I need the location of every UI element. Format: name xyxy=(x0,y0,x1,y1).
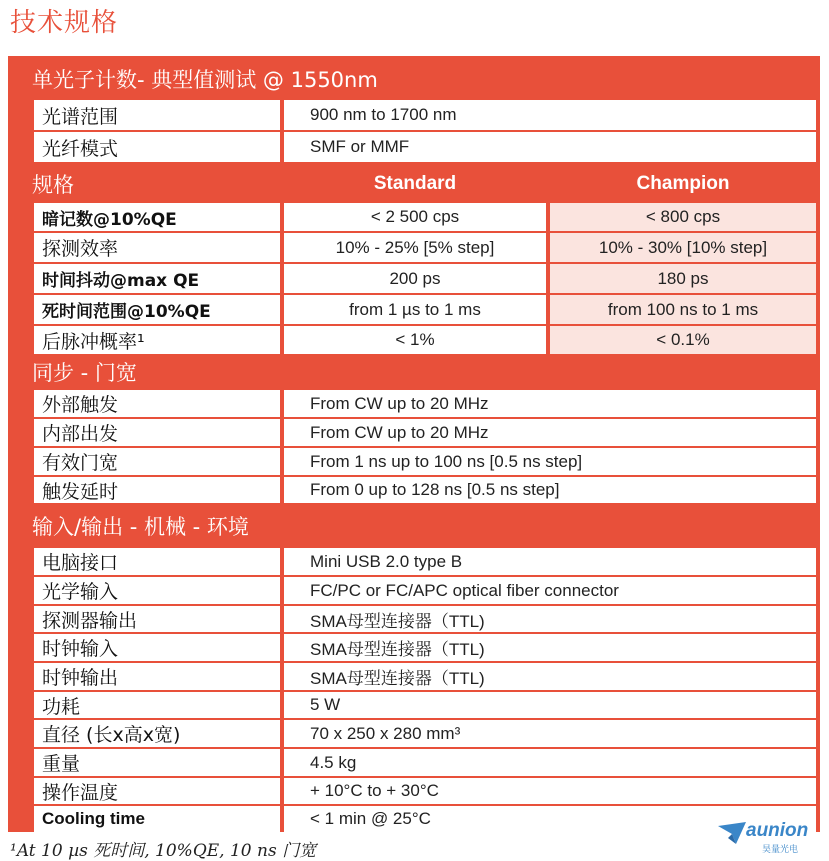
row-label: 光纤模式 xyxy=(34,132,280,162)
table-row xyxy=(8,326,820,354)
champion-value: < 0.1% xyxy=(550,326,816,354)
table-row xyxy=(8,100,820,130)
table-row xyxy=(8,233,820,262)
champion-value: < 800 cps xyxy=(550,203,816,231)
section-title: 同步 - 门宽 xyxy=(32,360,137,385)
champion-value: from 100 ns to 1 ms xyxy=(550,295,816,324)
champion-value: 180 ps xyxy=(550,264,816,293)
table-row xyxy=(8,634,820,661)
row-label: 时间抖动@max QE xyxy=(34,264,280,293)
row-label: 电脑接口 xyxy=(34,548,280,575)
row-value: SMA母型连接器（TTL) xyxy=(284,606,816,632)
section-header-photon-counting xyxy=(8,60,820,98)
table-row xyxy=(8,477,820,503)
row-label: 外部触发 xyxy=(34,390,280,417)
row-value: < 1 min @ 25°C xyxy=(284,806,816,832)
section-header-sync xyxy=(8,355,820,388)
row-label: 操作温度 xyxy=(34,778,280,804)
column-header-standard: Standard xyxy=(373,173,457,194)
row-label: 重量 xyxy=(34,749,280,776)
section-header-specs xyxy=(8,166,820,202)
table-row xyxy=(8,548,820,575)
row-label: 有效门宽 xyxy=(34,448,280,475)
row-value: SMF or MMF xyxy=(284,132,816,162)
row-label: 后脉冲概率¹ xyxy=(34,326,280,354)
section-title: 输入/输出 - 机械 - 环境 xyxy=(32,514,249,539)
standard-value: 10% - 25% [5% step] xyxy=(284,233,546,262)
row-label: Cooling time xyxy=(34,806,280,832)
company-logo xyxy=(716,818,826,858)
row-value: 70 x 250 x 280 mm³ xyxy=(284,720,816,747)
logo-arrow-icon xyxy=(718,822,748,848)
row-label: 探测器输出 xyxy=(34,606,280,632)
column-header-champion: Champion xyxy=(636,173,730,194)
row-label: 探测效率 xyxy=(34,233,280,262)
table-row xyxy=(8,606,820,632)
row-value: FC/PC or FC/APC optical fiber connector xyxy=(284,577,816,604)
page-title: 技术规格 xyxy=(10,8,119,38)
row-label: 触发延时 xyxy=(34,477,280,503)
row-value: 4.5 kg xyxy=(284,749,816,776)
table-row xyxy=(8,264,820,293)
row-label: 内部出发 xyxy=(34,419,280,446)
standard-value: 200 ps xyxy=(284,264,546,293)
footnote: ¹At 10 µs 死时间, 10%QE, 10 ns 门宽 xyxy=(10,841,317,861)
standard-value: < 2 500 cps xyxy=(284,203,546,231)
champion-value: 10% - 30% [10% step] xyxy=(550,233,816,262)
row-value: Mini USB 2.0 type B xyxy=(284,548,816,575)
section-header-io xyxy=(8,505,820,546)
table-row xyxy=(8,390,820,417)
row-value: From CW up to 20 MHz xyxy=(284,390,816,417)
row-label: 死时间范围@10%QE xyxy=(34,295,280,324)
row-value: + 10°C to + 30°C xyxy=(284,778,816,804)
row-label: 光学输入 xyxy=(34,577,280,604)
row-label: 时钟输入 xyxy=(34,634,280,661)
row-label: 光谱范围 xyxy=(34,100,280,130)
row-value: From 1 ns up to 100 ns [0.5 ns step] xyxy=(284,448,816,475)
standard-value: from 1 µs to 1 ms xyxy=(284,295,546,324)
row-label: 功耗 xyxy=(34,692,280,718)
row-label: 时钟输出 xyxy=(34,663,280,690)
row-value: SMA母型连接器（TTL) xyxy=(284,634,816,661)
standard-value: < 1% xyxy=(284,326,546,354)
row-value: 5 W xyxy=(284,692,816,718)
table-row xyxy=(8,203,820,231)
table-row xyxy=(8,692,820,718)
table-row xyxy=(8,749,820,776)
table-row xyxy=(8,806,820,832)
table-row xyxy=(8,720,820,747)
section-title: 单光子计数- 典型值测试 @ 1550nm xyxy=(32,68,378,92)
table-row xyxy=(8,663,820,690)
row-label: 暗记数@10%QE xyxy=(34,203,280,231)
row-label: 直径 (长x高x宽) xyxy=(34,720,280,747)
row-value: SMA母型连接器（TTL) xyxy=(284,663,816,690)
table-row xyxy=(8,132,820,162)
section-title: 规格 xyxy=(32,173,74,197)
row-value: 900 nm to 1700 nm xyxy=(284,100,816,130)
table-row xyxy=(8,295,820,324)
table-row xyxy=(8,577,820,604)
table-row xyxy=(8,778,820,804)
table-row xyxy=(8,448,820,475)
row-value: From CW up to 20 MHz xyxy=(284,419,816,446)
logo-text: aunion xyxy=(746,820,809,841)
logo-subtext: 昊量光电 xyxy=(762,845,799,855)
table-row xyxy=(8,419,820,446)
row-value: From 0 up to 128 ns [0.5 ns step] xyxy=(284,477,816,503)
